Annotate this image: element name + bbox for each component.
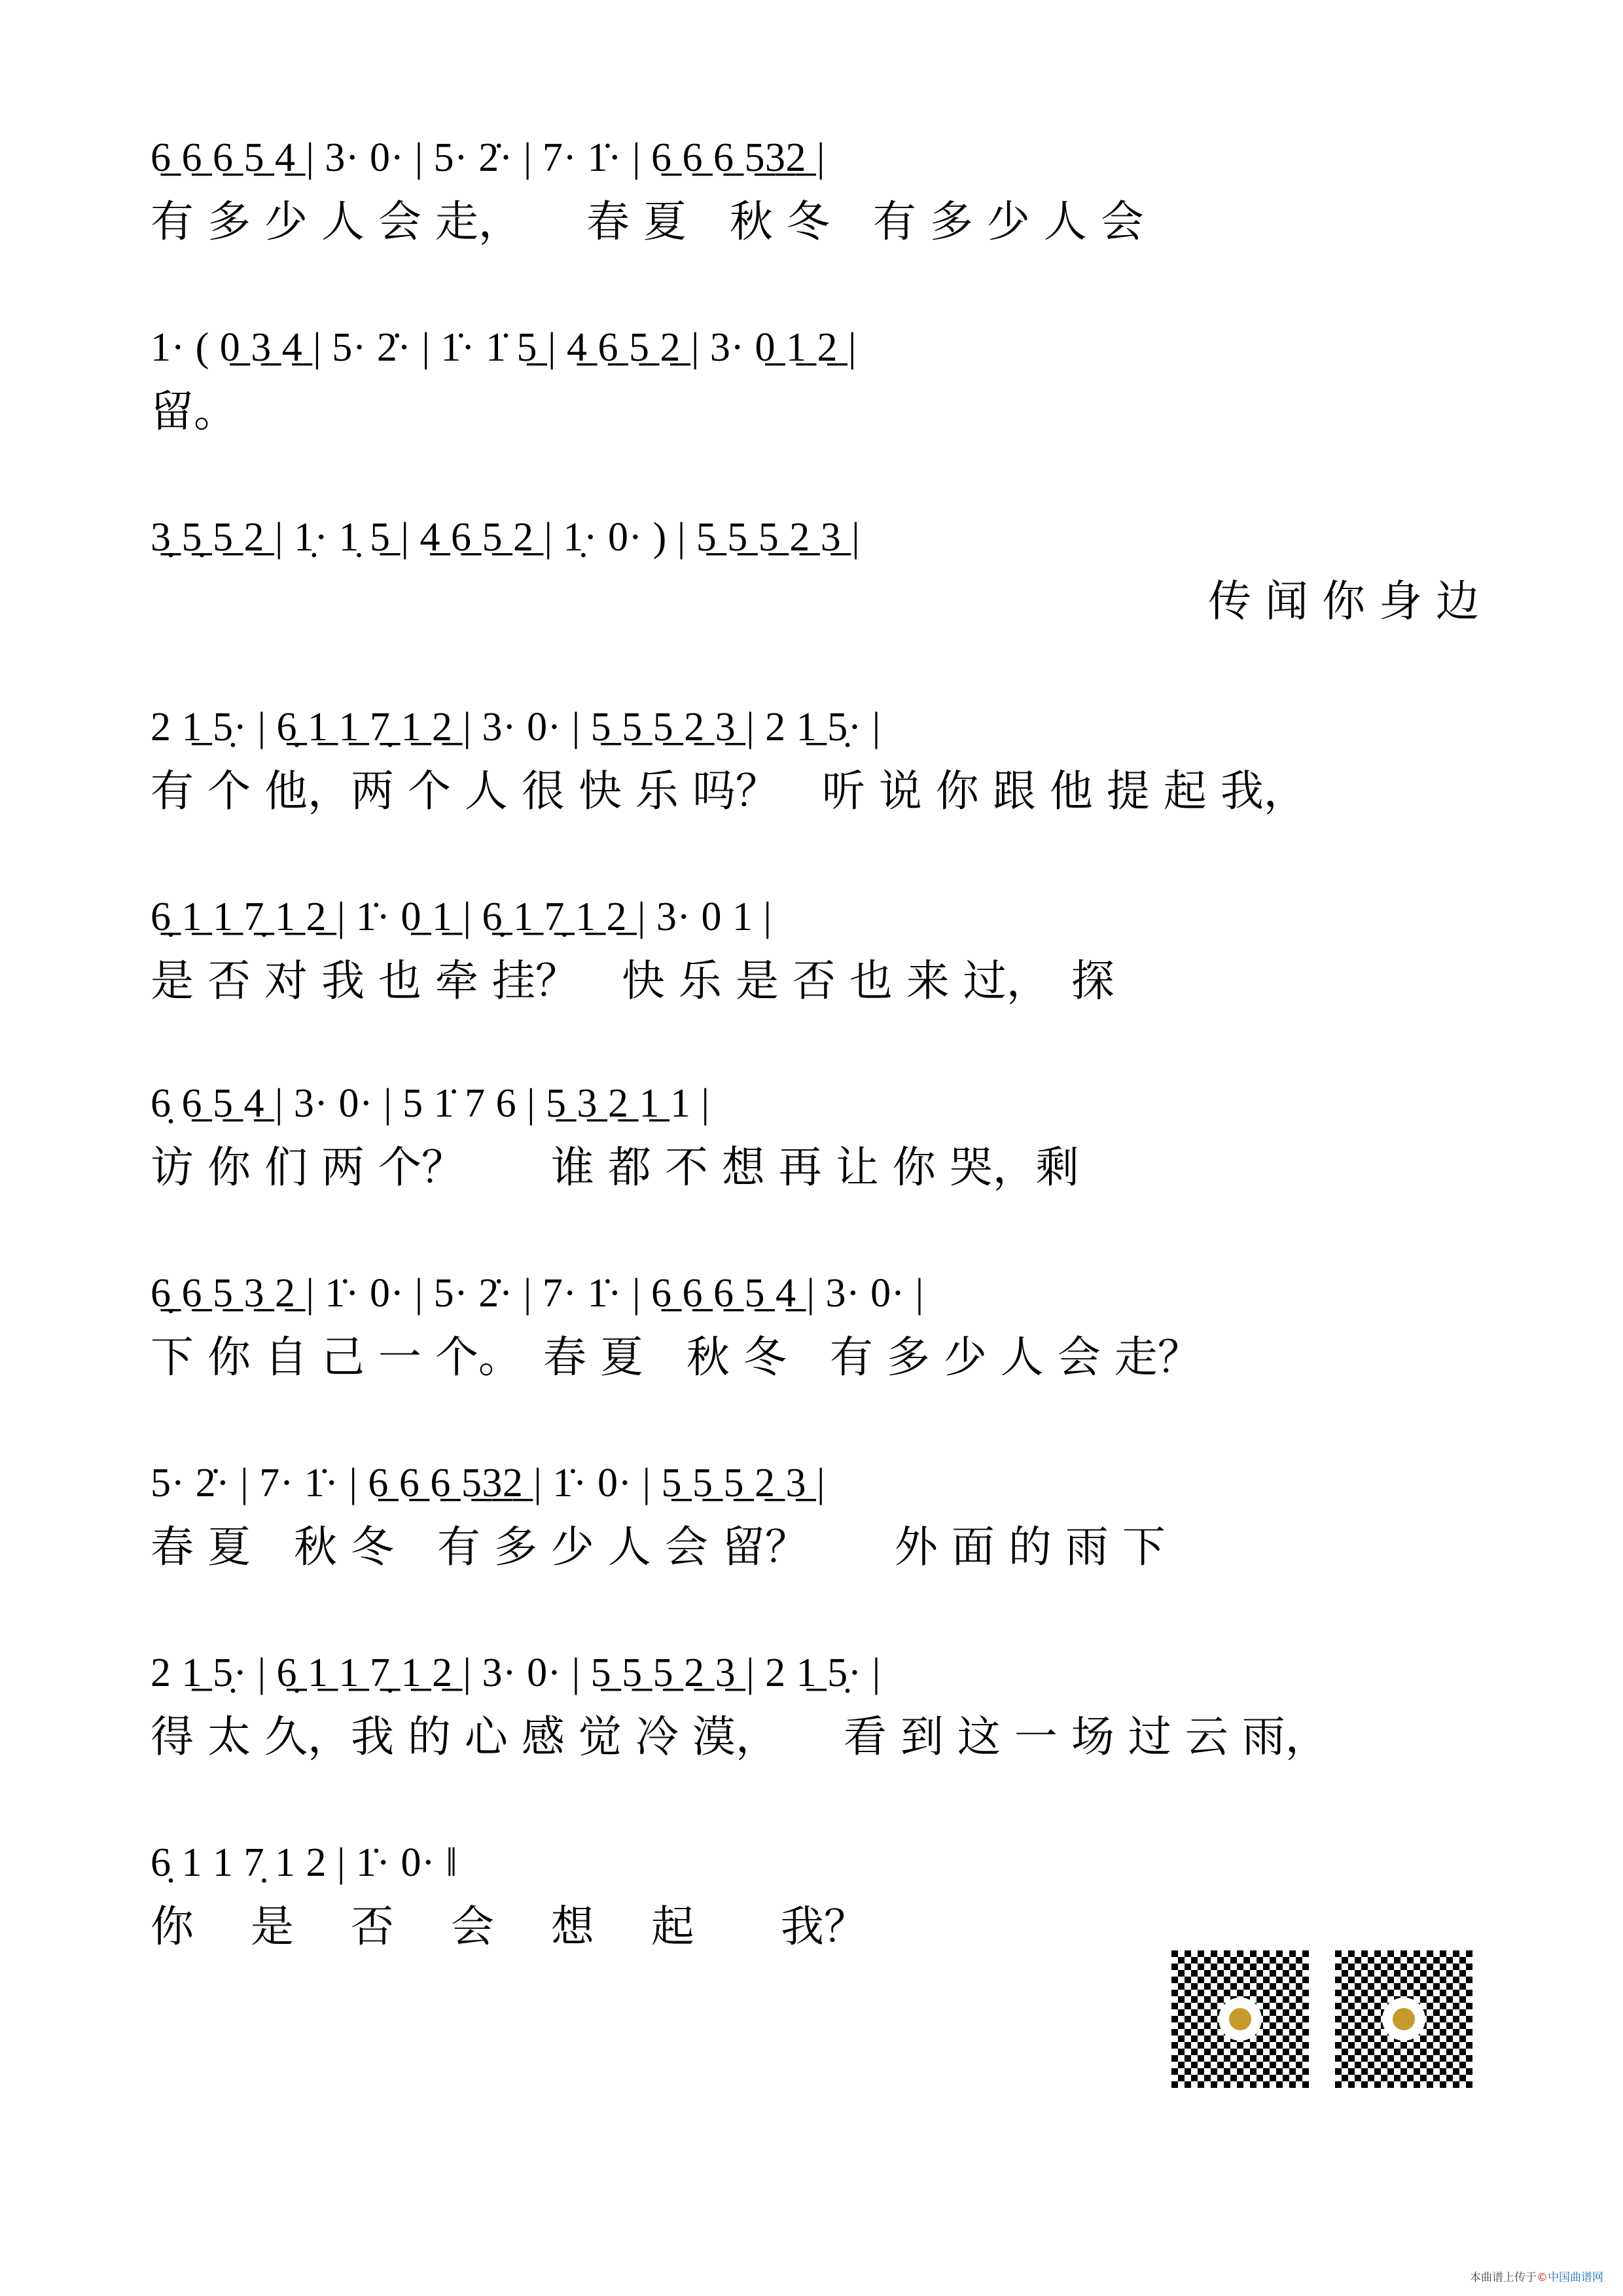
qr-code-left[interactable] (1171, 1950, 1309, 2088)
notation-row: 2 1̲ 5̣· | 6̣̲ 1̲ 1̲ 7̣̲ 1̲ 2̲ | 3· 0· | 5̲ 5̲ 5̲ 2̲ 3̲ | 2 1̲ 5̣· | (151, 1651, 881, 1695)
footer-brand[interactable]: 中国曲谱网 (1548, 2271, 1603, 2284)
lyrics-row: 有 个 他，两 个 人 很 快 乐 吗？ 听 说 你 跟 他 提 起 我， (151, 766, 1307, 816)
lyrics-row: 传 闻 你 身 边 (1208, 576, 1479, 626)
music-system (151, 1083, 1486, 1209)
music-system (151, 137, 1486, 263)
music-system (151, 707, 1486, 833)
lyrics-row: 留。 (151, 386, 237, 437)
lyrics-row: 访 你 们 两 个？ 谁 都 不 想 再 让 你 哭，剩 (151, 1142, 1079, 1193)
lyrics-row: 得 太 久，我 的 心 感 觉 冷 漠， 看 到 这 一 场 过 云 雨， (151, 1712, 1329, 1762)
music-system (151, 1842, 1486, 1968)
lyrics-row: 你 是 否 会 想 起 我？ (151, 1901, 867, 1952)
footer-uploader-text: 本曲谱上传于 (1470, 2271, 1537, 2284)
notation-row: 1· ( 0̲ 3̲ 4̲ | 5· 2̇· | 1̇· 1̇ 5̲ | 4̲ 6̲ 5̲ 2̲ | 3· 0̲ 1̲ 2̲ | (151, 325, 857, 370)
footer-credit (1470, 2268, 1603, 2284)
notation-row: 6̣ 1 1 7̣ 1 2 | 1̇· 0· ‖ (151, 1840, 458, 1885)
copyright-icon: © (1537, 2271, 1548, 2284)
notation-row: 6̣̲ 1̲ 1̲ 7̣̲ 1̲ 2̲ | 1̇· 0̲ 1̲ | 6̣̲ 1̲ 7̣̲ 1̲ 2̲ | 3· 0 1 | (151, 895, 772, 939)
music-system (151, 1273, 1486, 1399)
qr-code-group (1171, 1950, 1459, 2101)
music-system (151, 517, 1486, 643)
music-system (151, 1463, 1486, 1588)
notation-row: 6̣ 6̲ 5̲ 4̲ | 3· 0· | 5 1̇ 7 6 | 5̲ 3̲ 2̲ 1̲ 1 | (151, 1081, 710, 1126)
music-system (151, 327, 1486, 453)
music-system (151, 1653, 1486, 1778)
lyrics-row: 是 否 对 我 也 牵 挂？ 快 乐 是 否 也 来 过， 探 (151, 956, 1115, 1006)
qr-code-right[interactable] (1335, 1950, 1472, 2088)
notation-row: 3̣̲ 5̣̲ 5̲ 2̲ | 1̣· 1̣ 5̲ | 4̲ 6̲ 5̲ 2̲ | 1̣· 0· ) | 5̲ 5̲ 5̲ 2̲ 3̲ | (151, 515, 861, 560)
lyrics-row: 春 夏 秋 冬 有 多 少 人 会 留？ 外 面 的 雨 下 (151, 1522, 1166, 1572)
notation-row: 6̲ 6̲ 6̲ 5̲ 4̲ | 3· 0· | 5· 2̇· | 7· 1̇· | 6̲ 6̲ 6̲ 5̲3̲2̲ | (151, 135, 825, 180)
music-system (151, 897, 1486, 1022)
notation-row: 5· 2̇· | 7· 1̇· | 6̲ 6̲ 6̲ 5̲3̲2̲ | 1̇· 0· | 5̲ 5̲ 5̲ 2̲ 3̲ | (151, 1461, 825, 1505)
notation-row: 6̣̲ 6̲ 5̲ 3̲ 2̲ | 1̇· 0· | 5· 2̇· | 7· 1̇· | 6̲ 6̲ 6̲ 5̲ 4̲ | 3· 0· | (151, 1271, 924, 1316)
lyrics-row: 有 多 少 人 会 走， 春 夏 秋 冬 有 多 少 人 会 (151, 196, 1144, 247)
notation-row: 2 1̲ 5̣· | 6̣̲ 1̲ 1̲ 7̣̲ 1̲ 2̲ | 3· 0· | 5̲ 5̲ 5̲ 2̲ 3̲ | 2 1̲ 5̣· | (151, 705, 881, 749)
lyrics-row: 下 你 自 己 一 个。 春 夏 秋 冬 有 多 少 人 会 走？ (151, 1332, 1201, 1382)
